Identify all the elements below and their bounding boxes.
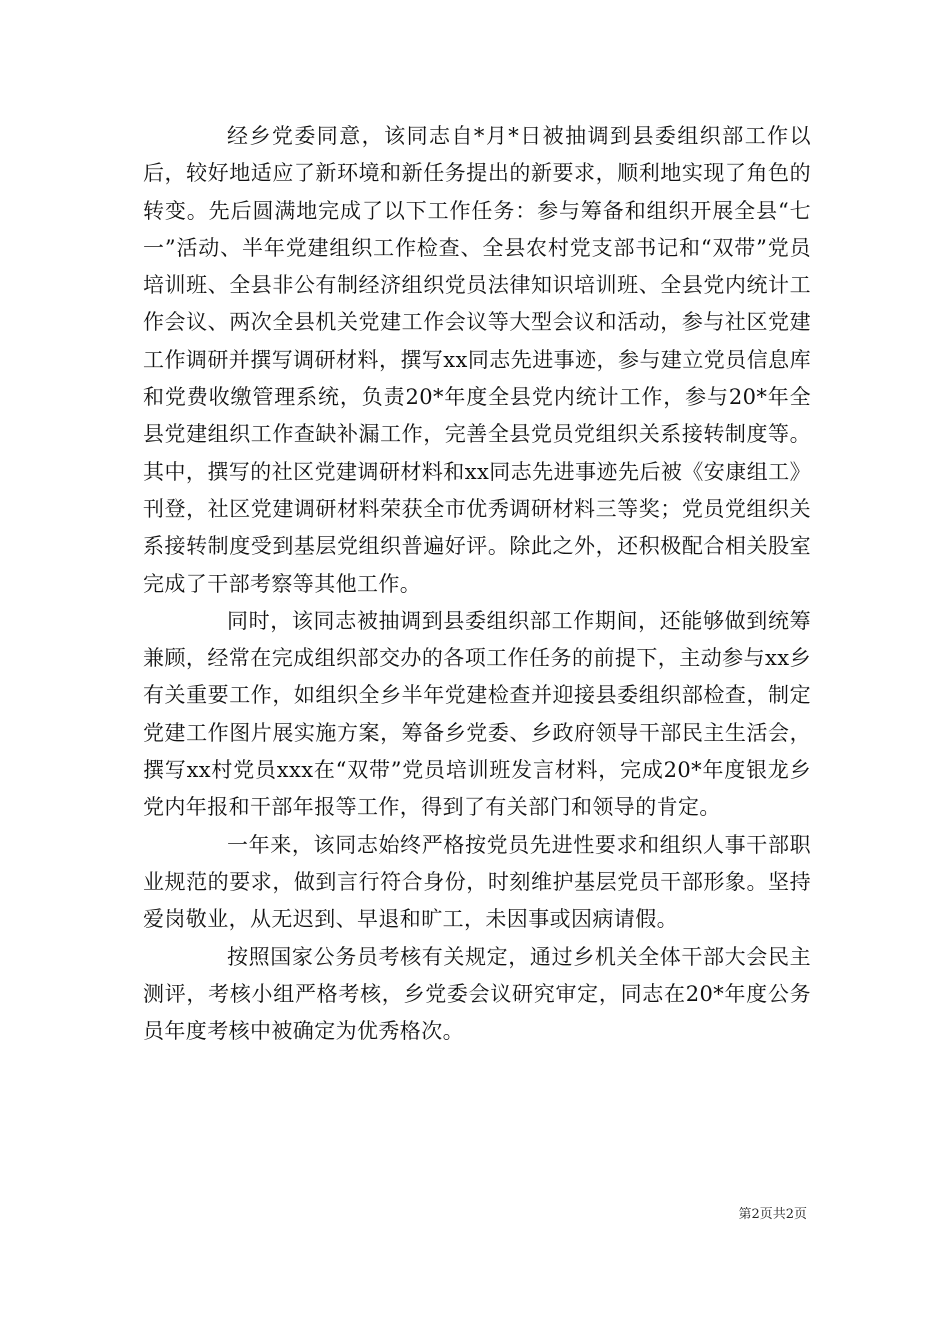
document-body (143, 118, 811, 1050)
paragraph-1: 经乡党委同意，该同志自*月*日被抽调到县委组织部工作以后，较好地适应了新环境和新任务提出的新要求，顺利地实现了角色的转变。先后圆满地完成了以下工作任务：参与筹备和组织开展全县“七一”活动、半年党建组织工作检查、全县农村党支部书记和“双带”党员培训班、全县非公有制经济组织党员法律知识培训班、全县党内统计工作会议、两次全县机关党建工作会议等大型会议和活动，参与社区党建工作调研并撰写调研材料，撰写xx同志先进事迹，参与建立党员信息库和党费收缴管理系统，负责20*年度全县党内统计工作，参与20*年全县党建组织工作查缺补漏工作，完善全县党员党组织关系接转制度等。其中，撰写的社区党建调研材料和xx同志先进事迹先后被《安康组工》刊登，社区党建调研材料荣获全市优秀调研材料三等奖；党员党组织关系接转制度受到基层党组织普遍好评。除此之外，还积极配合相关股室完成了干部考察等其他工作。 (143, 124, 811, 596)
page-number-footer: 第2页共2页 (738, 1207, 807, 1222)
paragraph-4: 按照国家公务员考核有关规定，通过乡机关全体干部大会民主测评，考核小组严格考核，乡党委会议研究审定，同志在20*年度公务员年度考核中被确定为优秀格次。 (143, 944, 811, 1044)
paragraph-3: 一年来，该同志始终严格按党员先进性要求和组织人事干部职业规范的要求，做到言行符合身份，时刻维护基层党员干部形象。坚持爱岗敬业，从无迟到、早退和旷工，未因事或因病请假。 (143, 832, 811, 932)
paragraph-2: 同时，该同志被抽调到县委组织部工作期间，还能够做到统筹兼顾，经常在完成组织部交办的各项工作任务的前提下，主动参与xx乡有关重要工作，如组织全乡半年党建检查并迎接县委组织部检查，制定党建工作图片展实施方案，筹备乡党委、乡政府领导干部民主生活会，撰写xx村党员xxx在“双带”党员培训班发言材料，完成20*年度银龙乡党内年报和干部年报等工作，得到了有关部门和领导的肯定。 (143, 608, 811, 820)
